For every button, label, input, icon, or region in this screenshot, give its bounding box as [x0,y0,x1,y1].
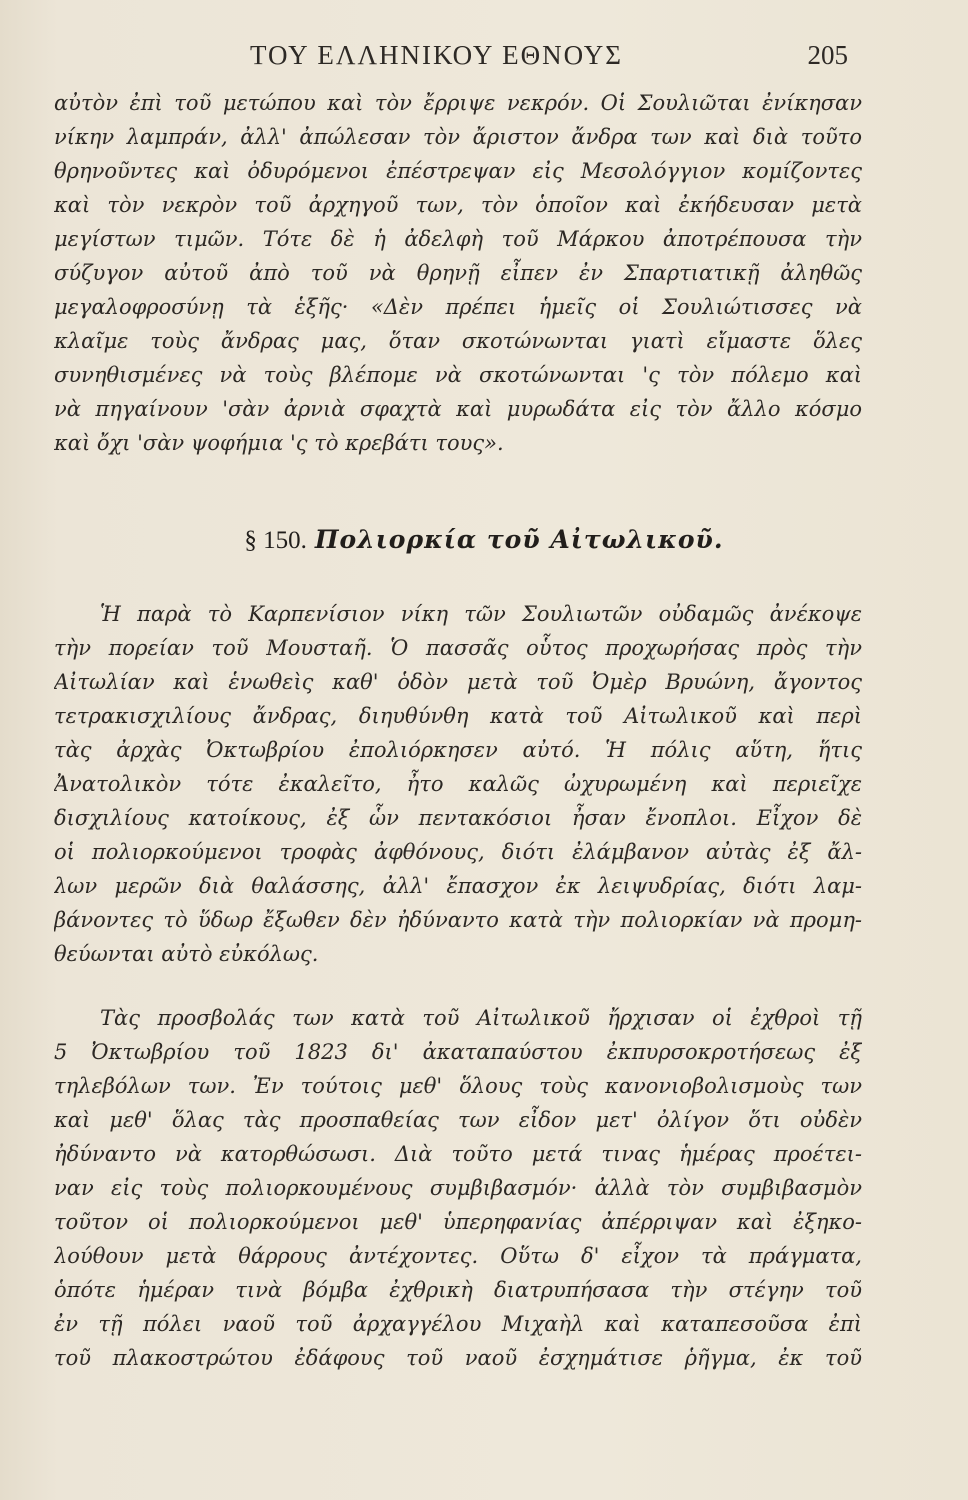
text-line: νὰ πηγαίνουν 'σὰν ἀρνιὰ σφαχτὰ καὶ μυρωδάτα εἰς τὸν ἄλλο κόσμο [54,397,862,421]
text-line: λων μερῶν διὰ θαλάσσης, ἀλλ' ἔπασχον ἐκ λειψυδρίας, διότι λαμ- [54,874,862,898]
text-line: οἱ πολιορκούμενοι τροφὰς ἀφθόνους, διότι ἐλάμβανον αὐτὰς ἐξ ἄλ- [54,840,862,864]
text-line: δισχιλίους κατοίκους, ἐξ ὧν πεντακόσιοι ἦσαν ἔνοπλοι. Εἶχον δὲ [54,806,862,830]
section-title: Πολιορκία τοῦ Αἰτωλικοῦ. [314,525,724,554]
text-line: καὶ ὄχι 'σὰν ψοφήμια 'ς τὸ κρεβάτι τους». [54,431,504,455]
text-line: σύζυγον αὐτοῦ ἀπὸ τοῦ νὰ θρηνῇ εἶπεν ἐν Σπαρτιατικῇ ἀληθῶς [54,261,862,285]
running-head: ΤΟΥ ΕΛΛΗΝΙΚΟΥ ΕΘΝΟΥΣ [250,40,623,70]
text-line: θρηνοῦντες καὶ ὀδυρόμενοι ἐπέστρεψαν εἰς Μεσολόγγιον κομίζοντες [54,159,862,183]
text-line: μεγαλοφροσύνῃ τὰ ἑξῆς· «Δὲν πρέπει ἡμεῖς οἱ Σουλιώτισσες νὰ [54,295,862,319]
text-line: Ἡ παρὰ τὸ Καρπενίσιον νίκη τῶν Σουλιωτῶν οὐδαμῶς ἀνέκοψε [100,602,862,626]
text-line: τὰς ἀρχὰς Ὀκτωβρίου ἐπολιόρκησεν αὐτό. Ἡ πόλις αὕτη, ἥτις [54,738,862,762]
text-line: τετρακισχιλίους ἄνδρας, διηυθύνθη κατὰ τοῦ Αἰτωλικοῦ καὶ περὶ [54,704,862,728]
text-line: βάνοντες τὸ ὕδωρ ἔξωθεν δὲν ἠδύναντο κατὰ τὴν πολιορκίαν νὰ προμη- [54,908,862,932]
text-line: ἠδύναντο νὰ κατορθώσωσι. Διὰ τοῦτο μετά τινας ἡμέρας προέτει- [54,1142,862,1166]
text-line: 5 Ὀκτωβρίου τοῦ 1823 δι' ἀκαταπαύστου ἐκπυρσοκροτήσεως ἐξ [54,1040,862,1064]
text-line: νίκην λαμπράν, ἀλλ' ἀπώλεσαν τὸν ἄριστον ἄνδρα των καὶ διὰ τοῦτο [54,125,862,149]
text-line: ναν εἰς τοὺς πολιορκουμένους συμβιβασμόν· ἀλλὰ τὸν συμβιβασμὸν [54,1176,862,1200]
text-line: τηλεβόλων των. Ἐν τούτοις μεθ' ὅλους τοὺς κανονιοβολισμοὺς των [54,1074,862,1098]
text-line: Αἰτωλίαν καὶ ἑνωθεὶς καθ' ὁδὸν μετὰ τοῦ Ὀμὲρ Βρυώνη, ἄγοντος [54,670,862,694]
text-line: καὶ τὸν νεκρὸν τοῦ ἀρχηγοῦ των, τὸν ὁποῖον καὶ ἐκήδευσαν μετὰ [54,193,862,217]
text-line: λούθουν μετὰ θάρρους ἀντέχοντες. Οὕτω δ' εἶχον τὰ πράγματα, [54,1244,862,1268]
section-number: § 150. [244,527,307,554]
text-line: ὁπότε ἡμέραν τινὰ βόμβα ἐχθρικὴ διατρυπήσασα τὴν στέγην τοῦ [54,1278,862,1302]
section-heading [0,525,968,555]
text-line: συνηθισμένες νὰ τοὺς βλέπομε νὰ σκοτώνωνται 'ς τὸν πόλεμο καὶ [54,363,862,387]
paragraph-1 [54,86,862,460]
text-line: τοῦτον οἱ πολιορκούμενοι μεθ' ὑπερηφανίας ἀπέρριψαν καὶ ἐξηκο- [54,1210,862,1234]
paragraph-3 [54,1001,862,1375]
text-line: Ἀνατολικὸν τότε ἐκαλεῖτο, ἦτο καλῶς ὠχυρωμένη καὶ περιεῖχε [54,772,862,796]
page-number: 205 [807,40,848,70]
text-line: καὶ μεθ' ὅλας τὰς προσπαθείας των εἶδον μετ' ὀλίγον ὅτι οὐδὲν [54,1108,862,1132]
text-line: Τὰς προσβολάς των κατὰ τοῦ Αἰτωλικοῦ ἤρχισαν οἱ ἐχθροὶ τῇ [100,1006,862,1030]
text-line: τὴν πορείαν τοῦ Μουσταῆ. Ὁ πασσᾶς οὗτος προχωρήσας πρὸς τὴν [54,636,862,660]
text-line: τοῦ πλακοστρώτου ἐδάφους τοῦ ναοῦ ἐσχημάτισε ῥῆγμα, ἐκ τοῦ [54,1346,862,1370]
text-line: θεύωνται αὐτὸ εὐκόλως. [54,942,319,966]
text-line: μεγίστων τιμῶν. Τότε δὲ ἡ ἀδελφὴ τοῦ Μάρκου ἀποτρέπουσα τὴν [54,227,862,251]
text-line: κλαῖμε τοὺς ἄνδρας μας, ὅταν σκοτώνωνται γιατὶ εἴμαστε ὅλες [54,329,862,353]
text-line: αὐτὸν ἐπὶ τοῦ μετώπου καὶ τὸν ἔρριψε νεκρόν. Οἱ Σουλιῶται ἐνίκησαν [54,91,862,115]
paragraph-2 [54,597,862,971]
page-header [0,40,968,80]
text-line: ἐν τῇ πόλει ναοῦ τοῦ ἀρχαγγέλου Μιχαὴλ καὶ καταπεσοῦσα ἐπὶ [54,1312,862,1336]
